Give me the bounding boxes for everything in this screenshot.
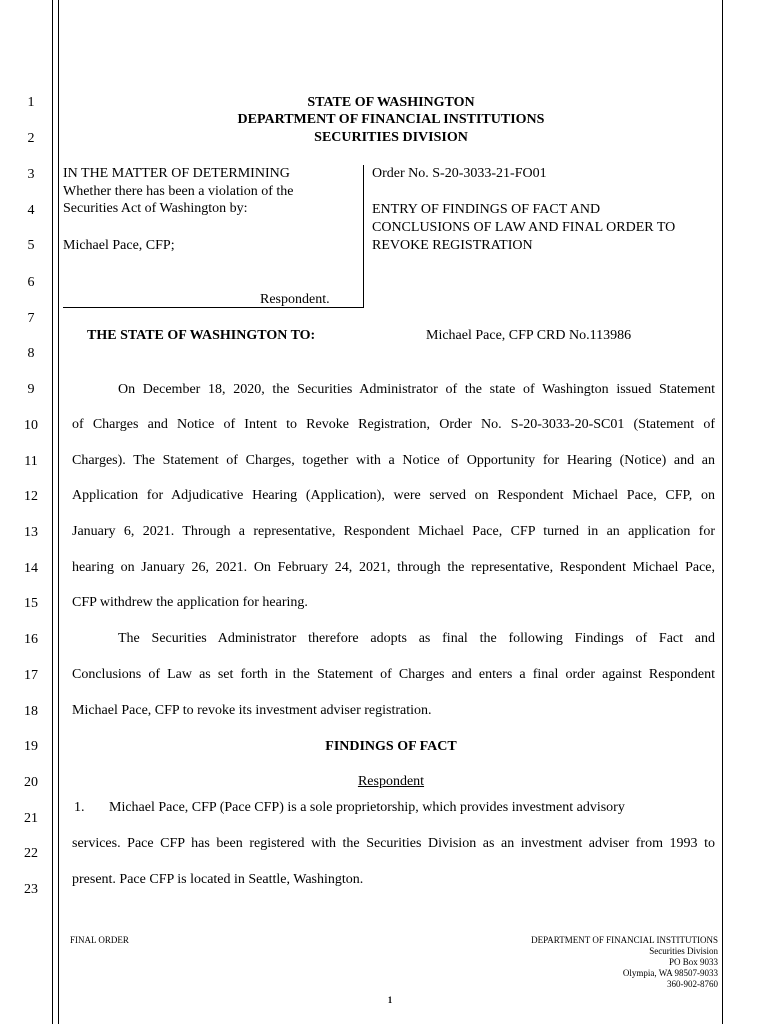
- paragraph-line: Michael Pace, CFP (Pace CFP) is a sole proprietorship, which provides investment advisory: [109, 800, 625, 815]
- line-number: 17: [24, 668, 38, 683]
- line-number: 18: [24, 704, 38, 719]
- line-number: 23: [24, 882, 38, 897]
- caption-whether: Whether there has been a violation of the: [63, 184, 294, 199]
- paragraph-line: Conclusions of Law as set forth in the Statement of Charges and enters a final order against Respondent: [72, 667, 715, 682]
- left-margin-rule-inner: [58, 0, 59, 1024]
- caption-act: Securities Act of Washington by:: [63, 201, 248, 216]
- line-number: 5: [27, 238, 35, 253]
- line-number: 19: [24, 739, 38, 754]
- footer-city: Olympia, WA 98507-9033: [622, 968, 718, 978]
- line-number: 2: [27, 131, 35, 146]
- header-state: STATE OF WASHINGTON: [307, 95, 475, 110]
- paragraph-line: of Charges and Notice of Intent to Revoke Registration, Order No. S-20-3033-20-SC01 (Statement of: [72, 417, 715, 432]
- caption-divider-vertical: [363, 165, 364, 307]
- line-number: 13: [24, 525, 38, 540]
- header-division: SECURITIES DIVISION: [314, 130, 468, 145]
- page-number: 1: [387, 995, 393, 1005]
- order-title-line2: CONCLUSIONS OF LAW AND FINAL ORDER TO: [372, 220, 676, 235]
- line-number: 6: [27, 275, 35, 290]
- line-number: 12: [24, 489, 38, 504]
- left-margin-rule: [52, 0, 53, 1024]
- footer-doc-title: FINAL ORDER: [70, 935, 129, 945]
- paragraph-line: The Securities Administrator therefore adopts as final the following Findings of Fact and: [118, 631, 715, 646]
- findings-heading: FINDINGS OF FACT: [325, 739, 457, 754]
- order-title-line1: ENTRY OF FINDINGS OF FACT AND: [372, 202, 601, 217]
- line-number: 16: [24, 632, 38, 647]
- right-margin-rule: [722, 0, 723, 1024]
- paragraph-line: CFP withdrew the application for hearing.: [72, 595, 308, 610]
- caption-divider-horizontal: [63, 307, 364, 308]
- paragraph-line: On December 18, 2020, the Securities Administrator of the state of Washington issued Statement: [118, 382, 715, 397]
- line-number: 21: [24, 811, 38, 826]
- line-number: 20: [24, 775, 38, 790]
- finding-number: 1.: [74, 800, 85, 815]
- line-number: 1: [27, 95, 35, 110]
- respondent-subheading: Respondent: [357, 774, 425, 789]
- paragraph-line: present. Pace CFP is located in Seattle, Washington.: [72, 872, 364, 887]
- footer-po-box: PO Box 9033: [668, 957, 718, 967]
- order-number: Order No. S-20-3033-21-FO01: [372, 166, 547, 181]
- line-number: 10: [24, 418, 38, 433]
- footer-agency: DEPARTMENT OF FINANCIAL INSTITUTIONS: [531, 935, 718, 945]
- paragraph-line: services. Pace CFP has been registered with the Securities Division as an investment adviser from 1993 to: [72, 836, 715, 851]
- footer-phone: 360-902-8760: [667, 979, 718, 989]
- order-title-line3: REVOKE REGISTRATION: [372, 238, 533, 253]
- paragraph-line: hearing on January 26, 2021. On February 24, 2021, through the representative, Respondent Michael Pace,: [72, 560, 715, 575]
- header-department: DEPARTMENT OF FINANCIAL INSTITUTIONS: [237, 112, 545, 127]
- line-number: 14: [24, 561, 38, 576]
- paragraph-line: Charges). The Statement of Charges, together with a Notice of Opportunity for Hearing (Notice) and an: [72, 453, 715, 468]
- line-number: 8: [27, 346, 35, 361]
- addressee-heading: THE STATE OF WASHINGTON TO:: [87, 328, 316, 343]
- line-number: 4: [27, 203, 35, 218]
- line-number: 22: [24, 846, 38, 861]
- line-number: 15: [24, 596, 38, 611]
- footer-division: Securities Division: [649, 946, 718, 956]
- caption-respondent-label: Respondent.: [260, 292, 330, 307]
- line-number: 11: [24, 454, 38, 469]
- paragraph-line: Application for Adjudicative Hearing (Application), were served on Respondent Michael Pace, CFP, on: [72, 488, 715, 503]
- line-number: 7: [27, 311, 35, 326]
- caption-respondent-name: Michael Pace, CFP;: [63, 238, 175, 253]
- caption-matter: IN THE MATTER OF DETERMINING: [63, 166, 290, 181]
- line-number: 9: [27, 382, 35, 397]
- paragraph-line: January 6, 2021. Through a representative, Respondent Michael Pace, CFP turned in an application for: [72, 524, 715, 539]
- addressee-name: Michael Pace, CFP CRD No.113986: [426, 328, 632, 343]
- paragraph-line: Michael Pace, CFP to revoke its investment adviser registration.: [72, 703, 432, 718]
- line-number: 3: [27, 167, 35, 182]
